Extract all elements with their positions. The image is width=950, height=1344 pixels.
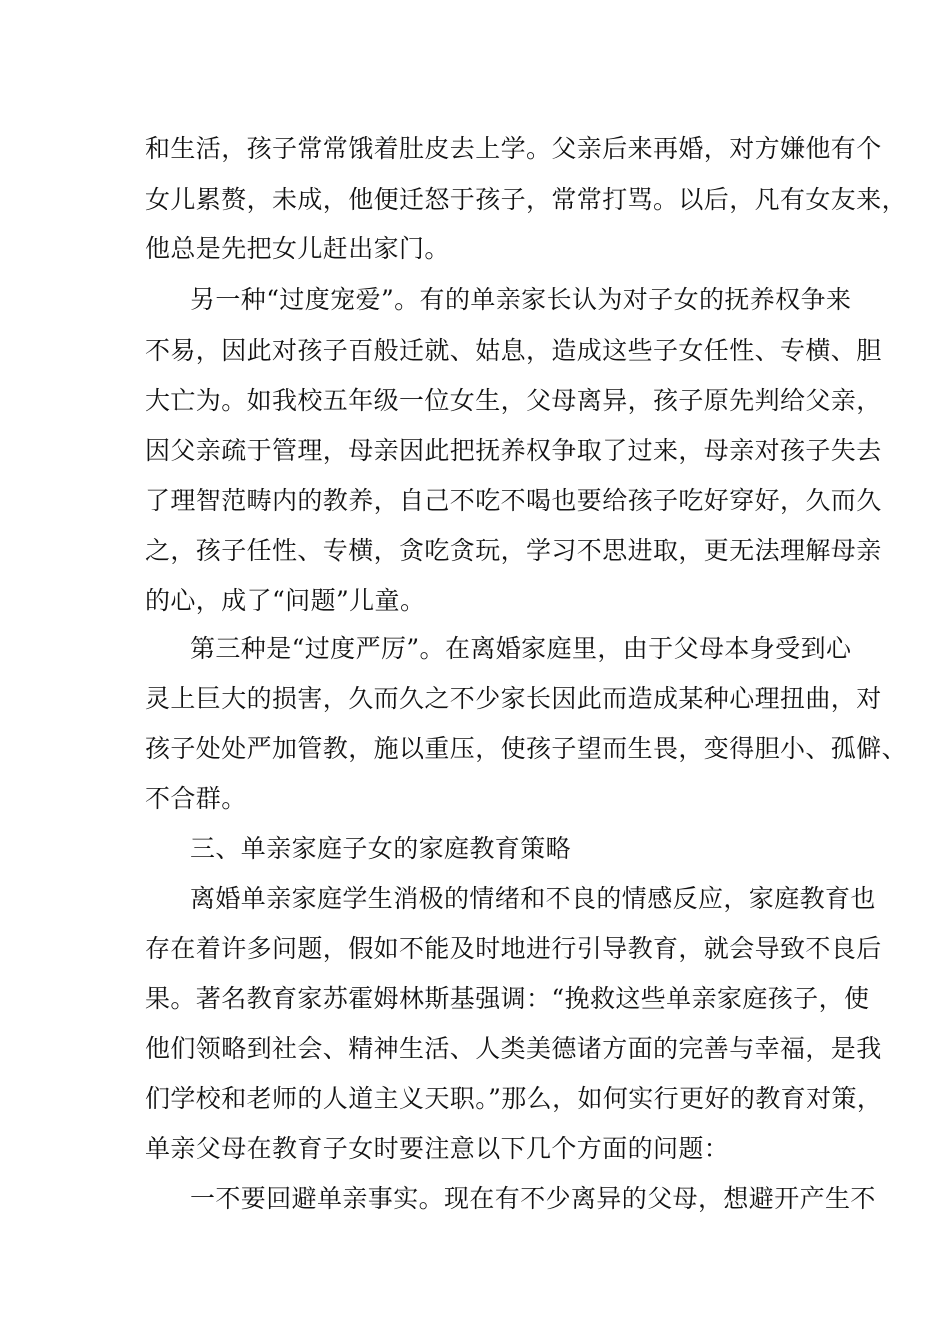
- text-line: 之，孩子任性、专横，贪吃贪玩，学习不思进取，更无法理解母亲: [145, 536, 882, 565]
- text-line: 们学校和老师的人道主义天职。”那么，如何实行更好的教育对策，: [145, 1084, 883, 1113]
- text-line: 他总是先把女儿赶出家门。: [145, 234, 450, 263]
- text-line: 大亡为。如我校五年级一位女生，父母离异，孩子原先判给父亲，: [145, 386, 882, 415]
- text-line: 果。著名教育家苏霍姆林斯基强调：“挽救这些单亲家庭孩子，使: [145, 984, 870, 1013]
- paragraph-start-line: 离婚单亲家庭学生消极的情绪和不良的情感反应，家庭教育也: [190, 884, 876, 913]
- paragraph-start-line: 另一种“过度宠爱”。有的单亲家长认为对子女的抚养权争来: [190, 285, 852, 314]
- text-line: 灵上巨大的损害，久而久之不少家长因此而造成某种心理扭曲，对: [145, 684, 882, 713]
- text-line: 和生活，孩子常常饿着肚皮去上学。父亲后来再婚，对方嫌他有个: [145, 134, 882, 163]
- text-line: 他们领略到社会、精神生活、人类美德诸方面的完善与幸福，是我: [145, 1034, 882, 1063]
- text-line: 孩子处处严加管教，施以重压，使孩子望而生畏，变得胆小、孤僻、: [145, 734, 908, 763]
- text-line: 了理智范畴内的教养，自己不吃不喝也要给孩子吃好穿好，久而久: [145, 486, 882, 515]
- text-line: 的心，成了“问题”儿童。: [145, 586, 426, 615]
- text-line: 不易，因此对孩子百般迁就、姑息，造成这些子女任性、专横、胆: [145, 336, 882, 365]
- text-line: 女儿累赘，未成，他便迁怒于孩子，常常打骂。以后，凡有女友来，: [145, 185, 908, 214]
- text-line: 存在着许多问题，假如不能及时地进行引导教育，就会导致不良后: [145, 934, 882, 963]
- text-line: 不合群。: [145, 784, 247, 813]
- text-line: 单亲父母在教育子女时要注意以下几个方面的问题：: [145, 1134, 730, 1163]
- paragraph-start-line: 第三种是“过度严厉”。在离婚家庭里，由于父母本身受到心: [190, 634, 852, 663]
- section-heading: 三、单亲家庭子女的家庭教育策略: [190, 834, 572, 863]
- text-line: 因父亲疏于管理，母亲因此把抚养权争取了过来，母亲对孩子失去: [145, 436, 882, 465]
- paragraph-start-line: 一不要回避单亲事实。现在有不少离异的父母，想避开产生不: [190, 1184, 876, 1213]
